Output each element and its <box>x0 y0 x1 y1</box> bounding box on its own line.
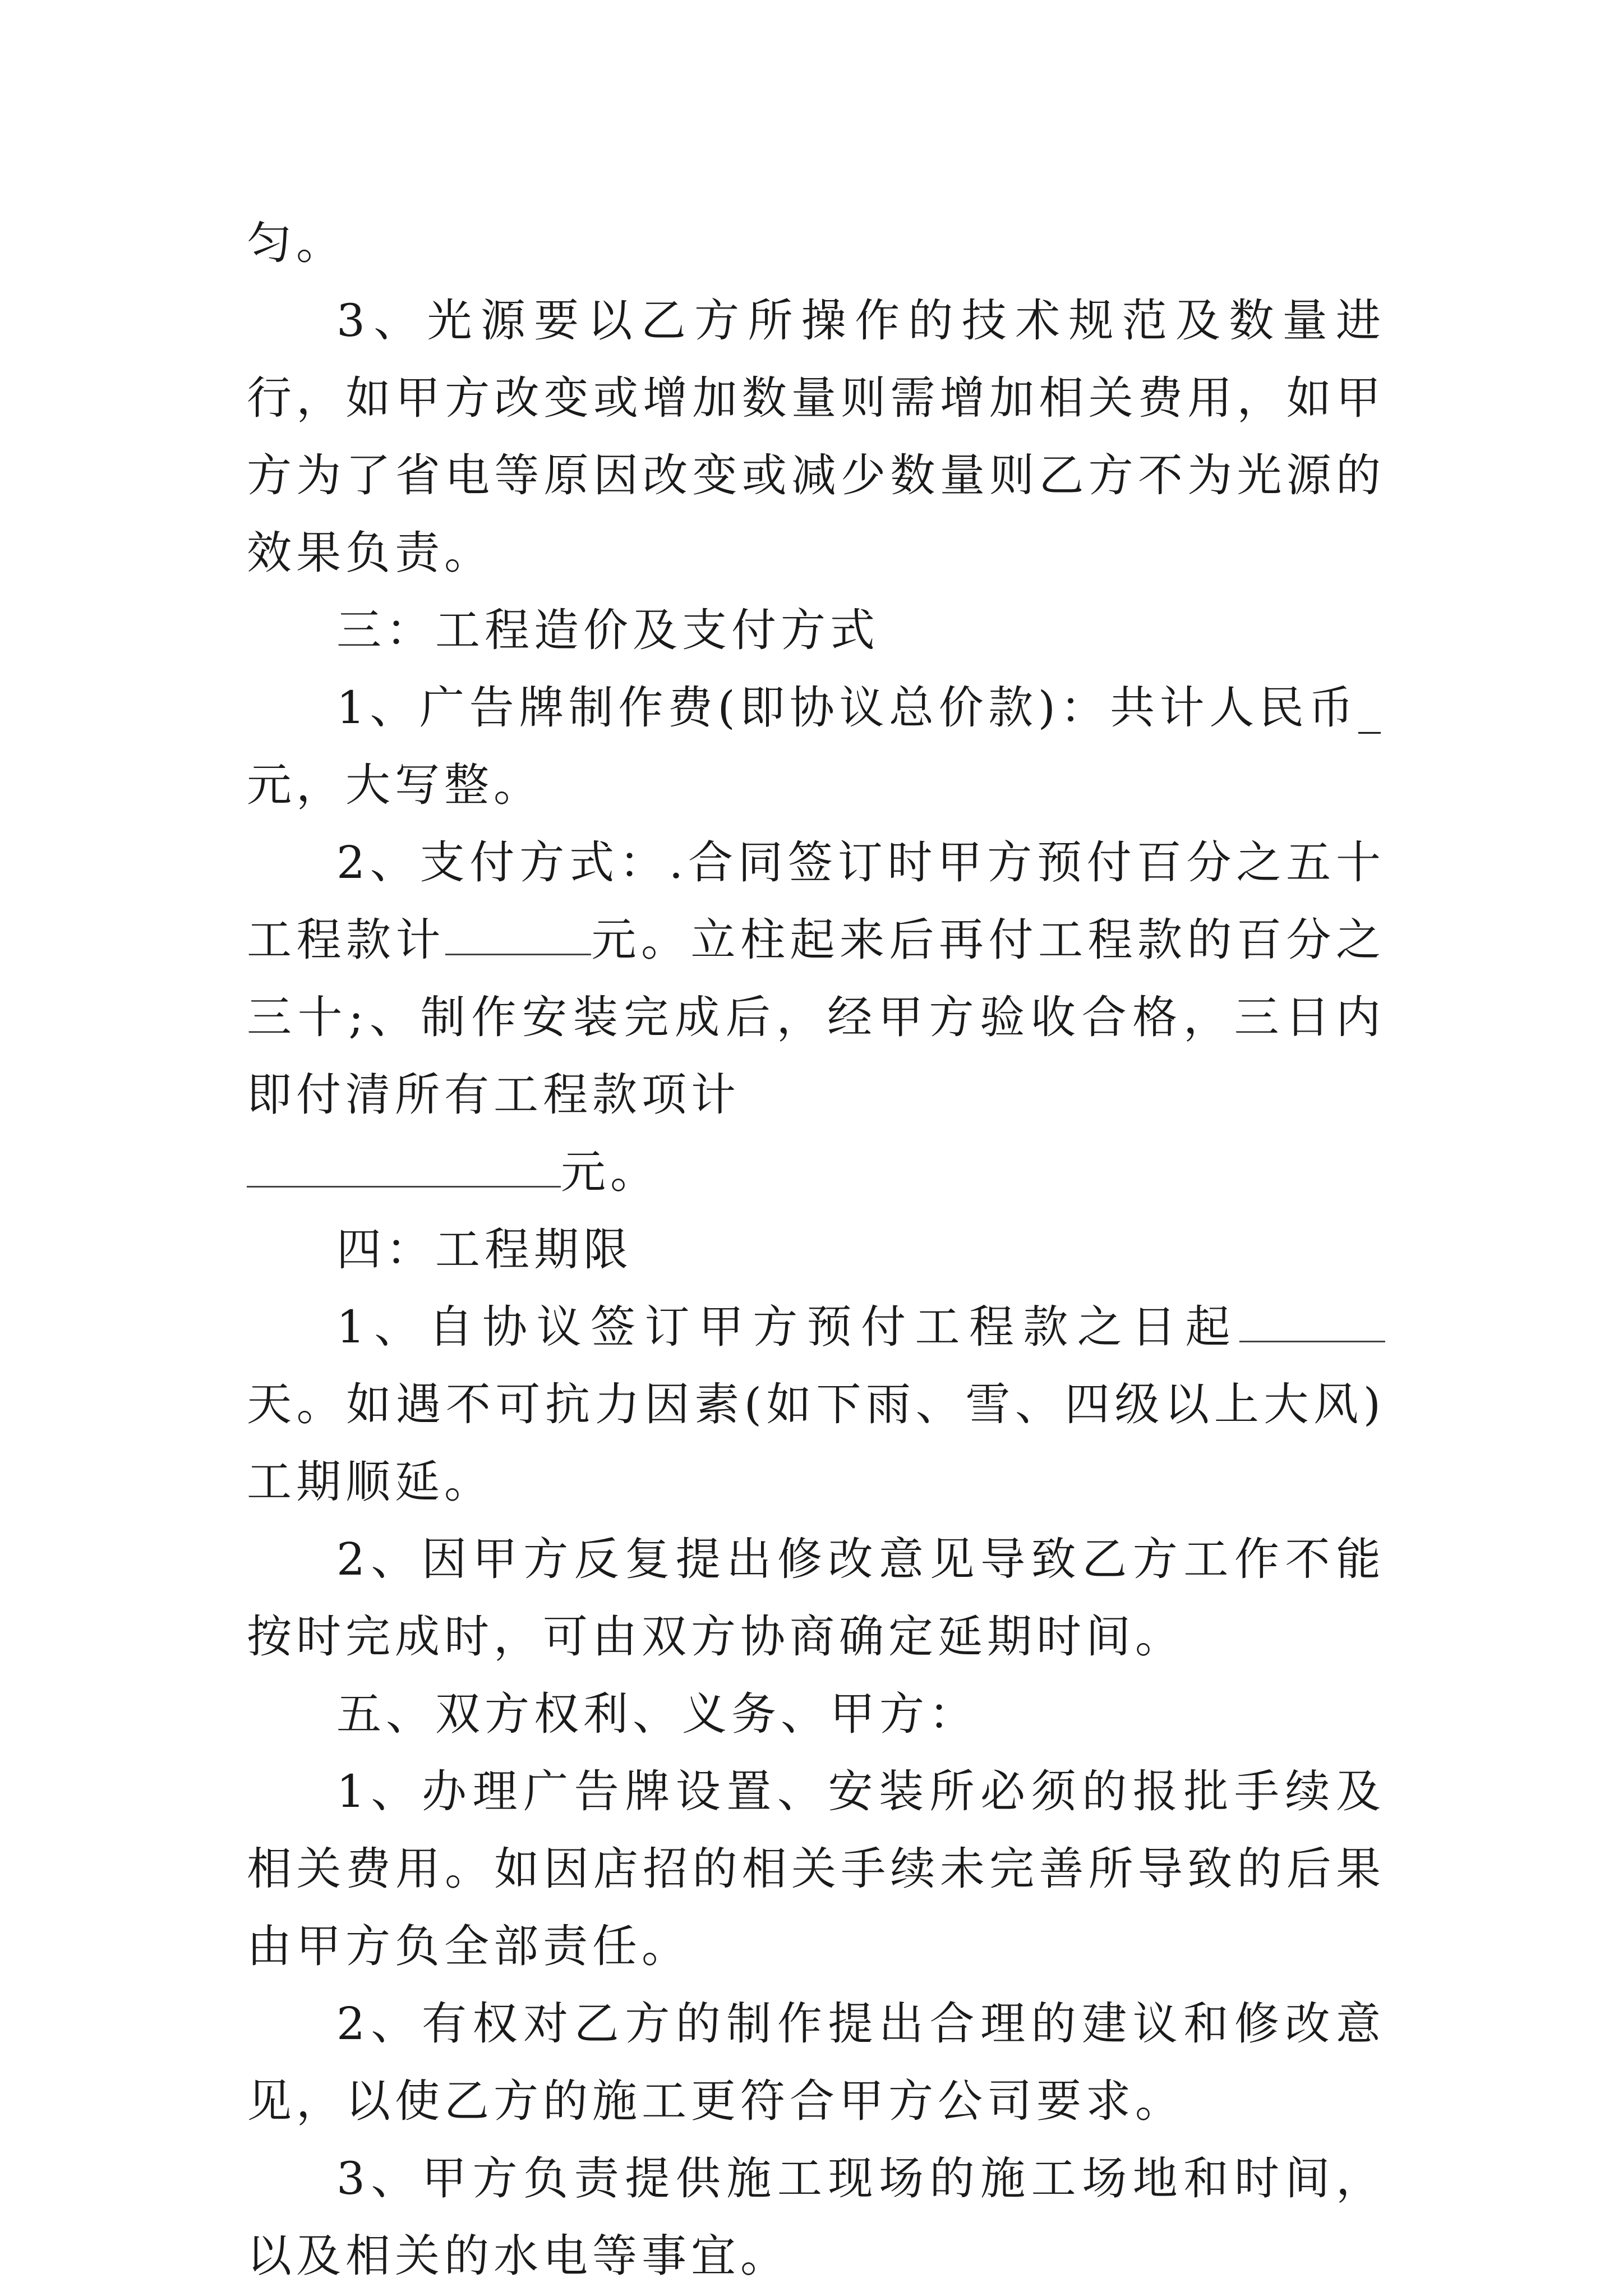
document-page <box>247 205 1385 2295</box>
section-heading-text: 五、双方权利、义务、甲方： <box>336 1688 978 1740</box>
paragraph-text: 2、支付方式：.合同签订时甲方预付百分之五十工程款计 <box>247 836 1385 966</box>
paragraph-text: 3、甲方负责提供施工现场的施工场地和时间，以及相关的水电等事宜。 <box>247 2152 1385 2282</box>
paragraph-text: 2、有权对乙方的制作提出合理的建议和修改意见，以使乙方的施工更符合甲方公司要求。 <box>247 1998 1385 2127</box>
section-heading-schedule <box>247 1211 1385 1289</box>
paragraph-text: 元。立柱起来后再付工程款的百分之三十;、制作安装完成后，经甲方验收合格，三日内即付清所有工程款项计 <box>247 914 1385 1121</box>
paragraph-duration <box>247 1289 1385 1521</box>
section-heading-cost-payment <box>247 592 1385 669</box>
paragraph-continuation <box>247 205 1385 282</box>
paragraph-text: 天。如遇不可抗力因素(如下雨、雪、四级以上大风)工期顺延。 <box>247 1378 1385 1508</box>
section-heading-text: 四：工程期限 <box>336 1223 633 1276</box>
paragraph-light-source <box>247 282 1385 592</box>
paragraph-text: 3、光源要以乙方所操作的技术规范及数量进行，如甲方改变或增加数量则需增加相关费用，如甲方为了省电等原因改变或减少数量则乙方不为光源的效果负责。 <box>247 295 1385 579</box>
paragraph-text: 元。 <box>561 1146 660 1198</box>
fill-in-blank <box>247 1147 561 1188</box>
paragraph-payment-method <box>247 824 1385 1211</box>
paragraph-permits <box>247 1753 1385 1985</box>
paragraph-text: 1、办理广告牌设置、安装所必须的报批手续及相关费用。如因店招的相关手续未完善所导致的后果由甲方负全部责任。 <box>247 1765 1385 1972</box>
paragraph-text: 匀。 <box>247 217 345 269</box>
section-heading-text: 三：工程造价及支付方式 <box>336 604 879 656</box>
paragraph-delay <box>247 1521 1385 1676</box>
paragraph-text: 2、因甲方反复提出修改意见导致乙方工作不能按时完成时，可由双方协商确定延期时间。 <box>247 1533 1385 1663</box>
fill-in-blank <box>1239 1301 1385 1342</box>
paragraph-production-fee <box>247 669 1385 824</box>
paragraph-suggestions <box>247 1985 1385 2140</box>
paragraph-text: 1、广告牌制作费(即协议总价款)：共计人民币_元，大写整。 <box>247 682 1385 811</box>
section-heading-rights-obligations <box>247 1676 1385 1753</box>
fill-in-blank <box>445 914 591 955</box>
paragraph-site-provision <box>247 2140 1385 2295</box>
paragraph-text: 1、自协议签订甲方预付工程款之日起 <box>336 1301 1239 1353</box>
